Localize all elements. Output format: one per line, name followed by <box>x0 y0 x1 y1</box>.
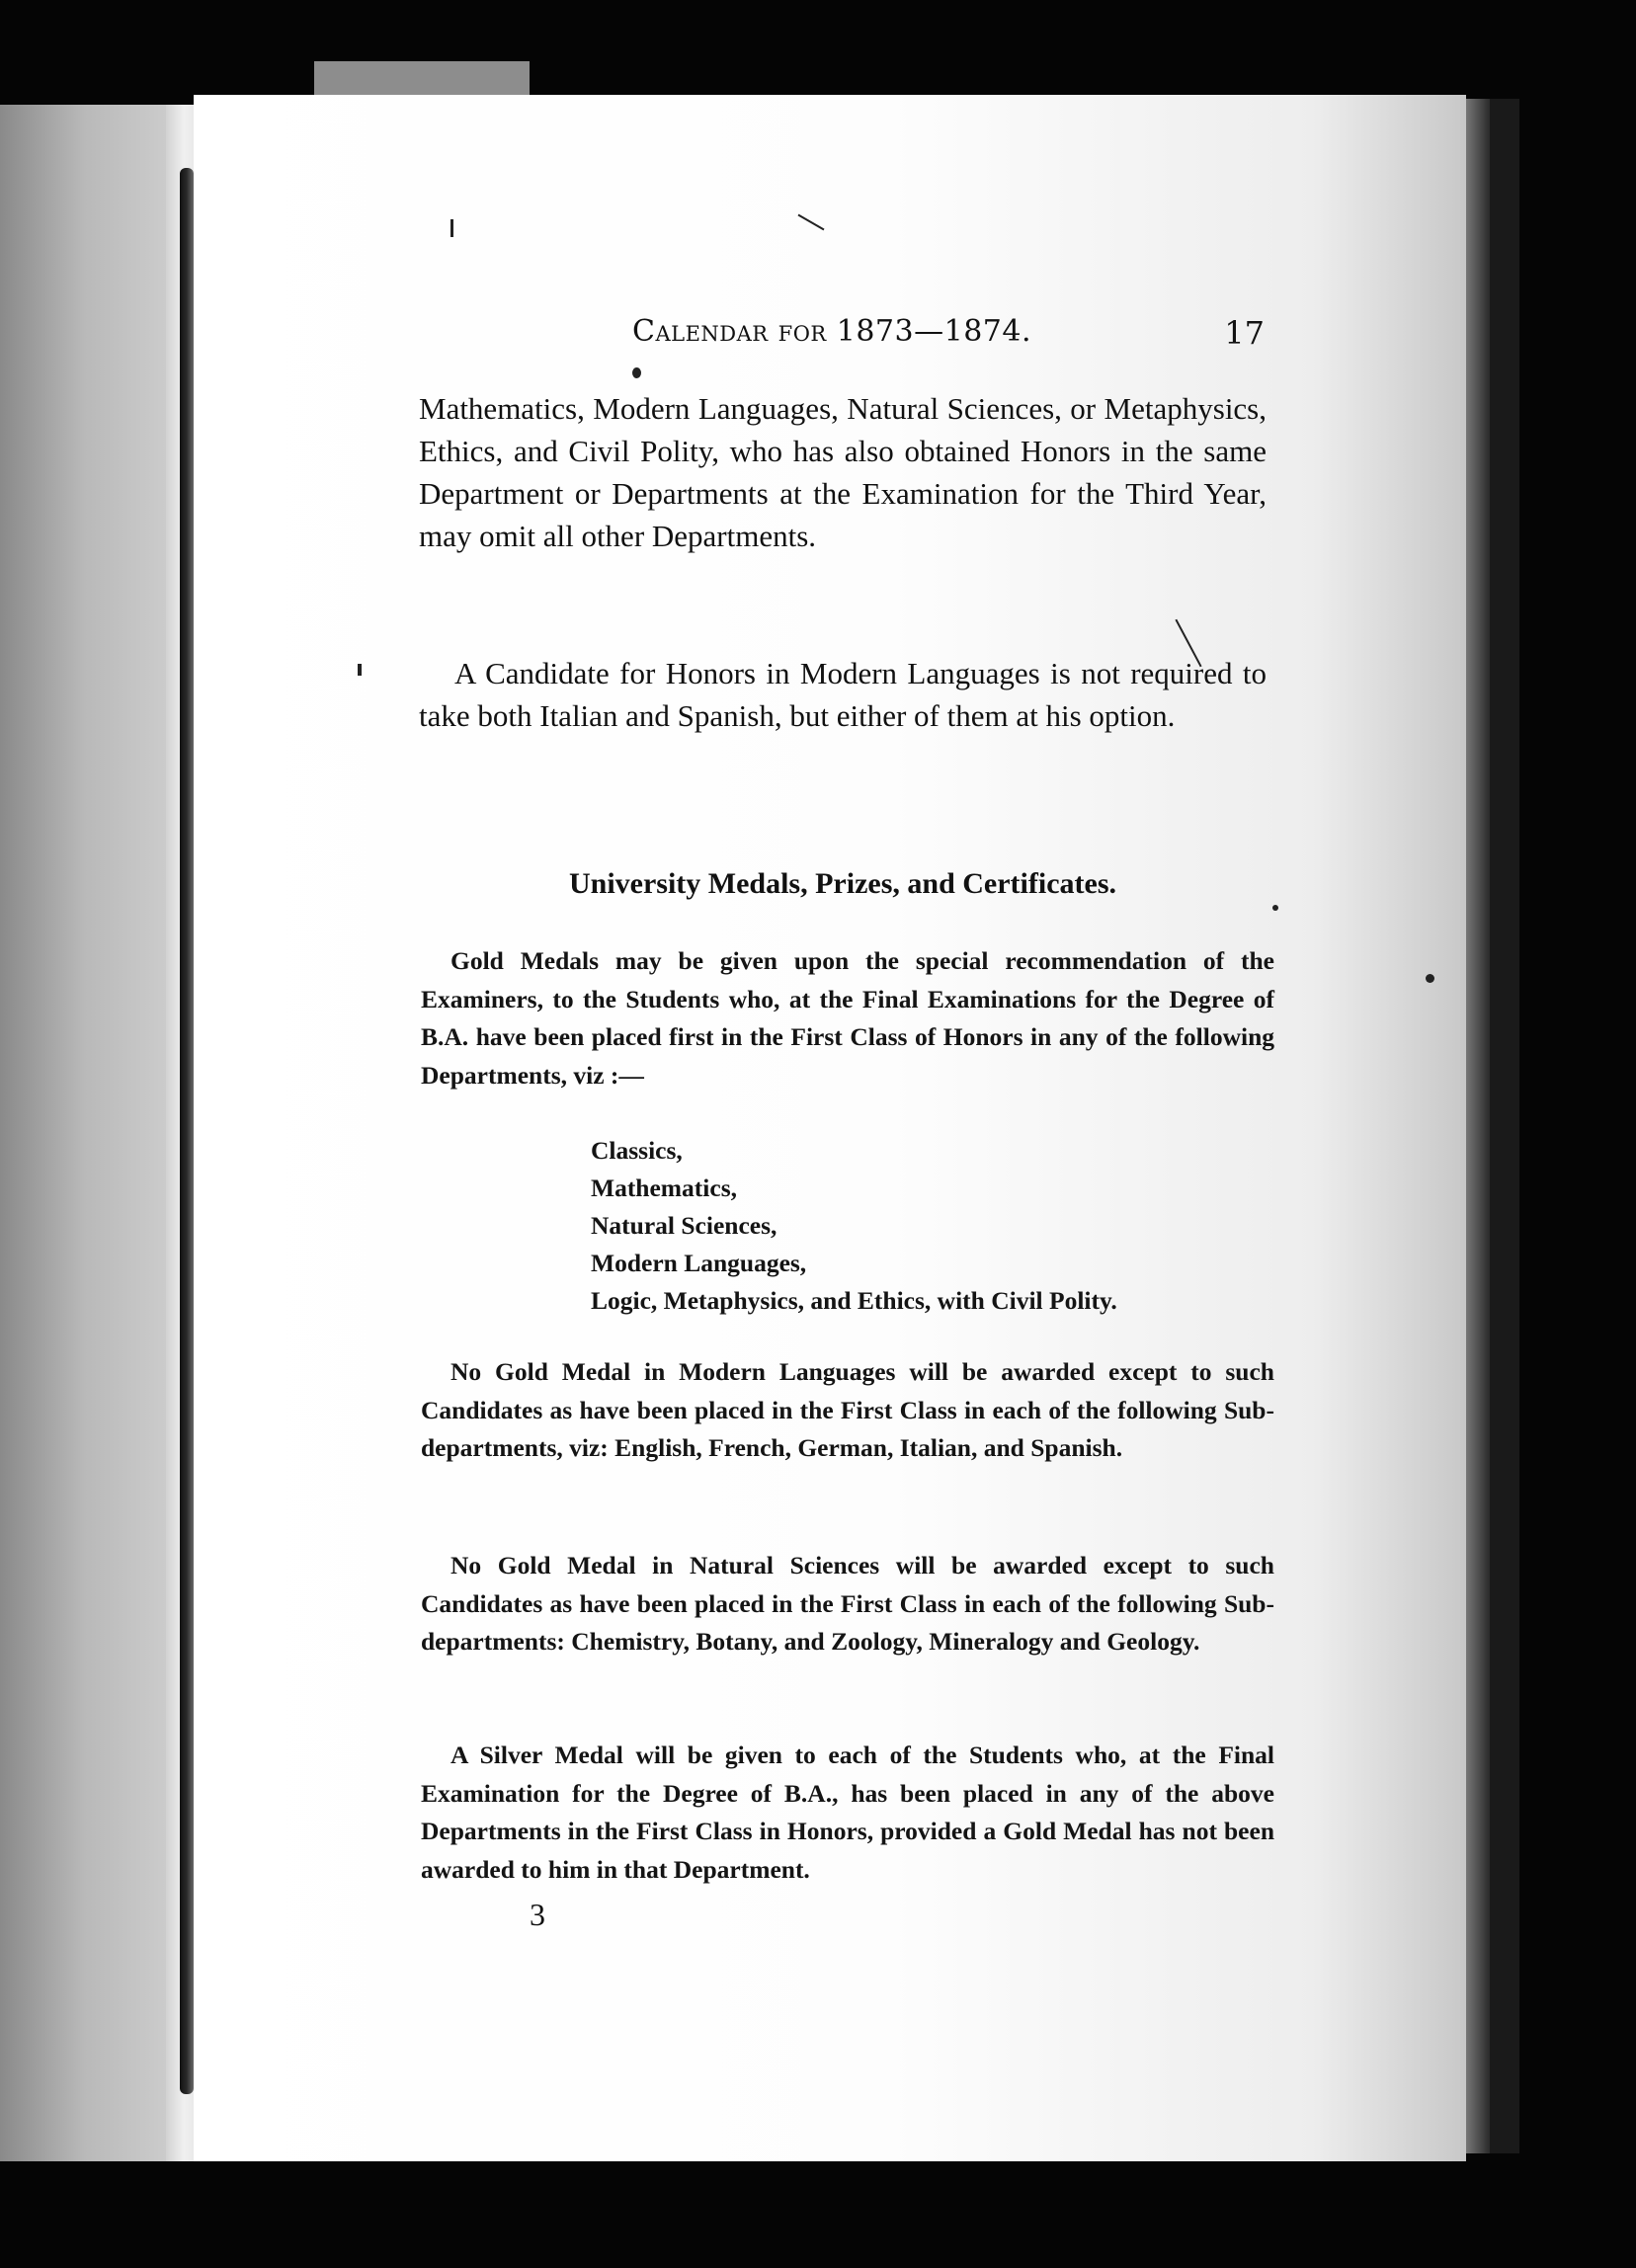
ink-speck <box>1426 974 1434 983</box>
running-title: Calendar for 1873—1874. <box>632 314 1031 349</box>
ink-speck <box>450 219 453 237</box>
page-edge-shadow <box>1466 99 1490 2153</box>
gold-medals-paragraph: Gold Medals may be given upon the special recommendation of the Examiners, to the Students who, at the Final Examinations for the Degree of B.A. have been placed first in the First Class of Honors in any of the following Departments, viz :— <box>421 946 1274 1090</box>
ink-speck <box>1272 905 1278 911</box>
spine-shadow <box>180 168 194 2094</box>
department-item: Mathematics, <box>591 1174 737 1202</box>
department-list <box>591 1132 1117 1320</box>
silver-medal-paragraph: A Silver Medal will be given to each of the Students who, at the Final Examination for the Degree of B.A., has been placed in any of the above Departments in the First Class in Honors, provided a Gold Medal has not been awarded to him in that Department. <box>421 1741 1274 1884</box>
department-item: Classics, <box>591 1136 683 1165</box>
department-item: Natural Sciences, <box>591 1211 777 1240</box>
ink-speck <box>358 664 362 676</box>
paragraph-continued: Mathematics, Modern Languages, Natural Sciences, or Metaphysics, Ethics, and Civil Polity, who has also obtained Honors in the same Department or Departments at the Examination for the Third Year, may omit all other Departments. <box>419 391 1267 553</box>
department-item: Logic, Metaphysics, and Ethics, with Civil Polity. <box>591 1286 1117 1315</box>
signature-mark: 3 <box>530 1897 545 1932</box>
section-heading: University Medals, Prizes, and Certificates. <box>568 867 1117 900</box>
page-edge-dark <box>1490 99 1519 2153</box>
department-item: Modern Languages, <box>591 1249 807 1277</box>
natural-sciences-medal-paragraph: No Gold Medal in Natural Sciences will be awarded except to such Candidates as have been placed in the First Class in each of the following Sub-departments: Chemistry, Botany, and Zoology, Mineralogy and Geology. <box>421 1551 1274 1656</box>
facing-page-edge <box>0 105 188 2161</box>
ink-speck <box>632 367 641 378</box>
paragraph-modern-languages-option: A Candidate for Honors in Modern Languages is not required to take both Italian and Spanish, but either of them at his option. <box>419 656 1267 733</box>
modern-languages-medal-paragraph: No Gold Medal in Modern Languages will be awarded except to such Candidates as have been placed in the First Class in each of the following Sub-departments, viz: English, French, German, Italian, and Spanish. <box>421 1357 1274 1462</box>
page-number: 17 <box>1224 314 1265 352</box>
